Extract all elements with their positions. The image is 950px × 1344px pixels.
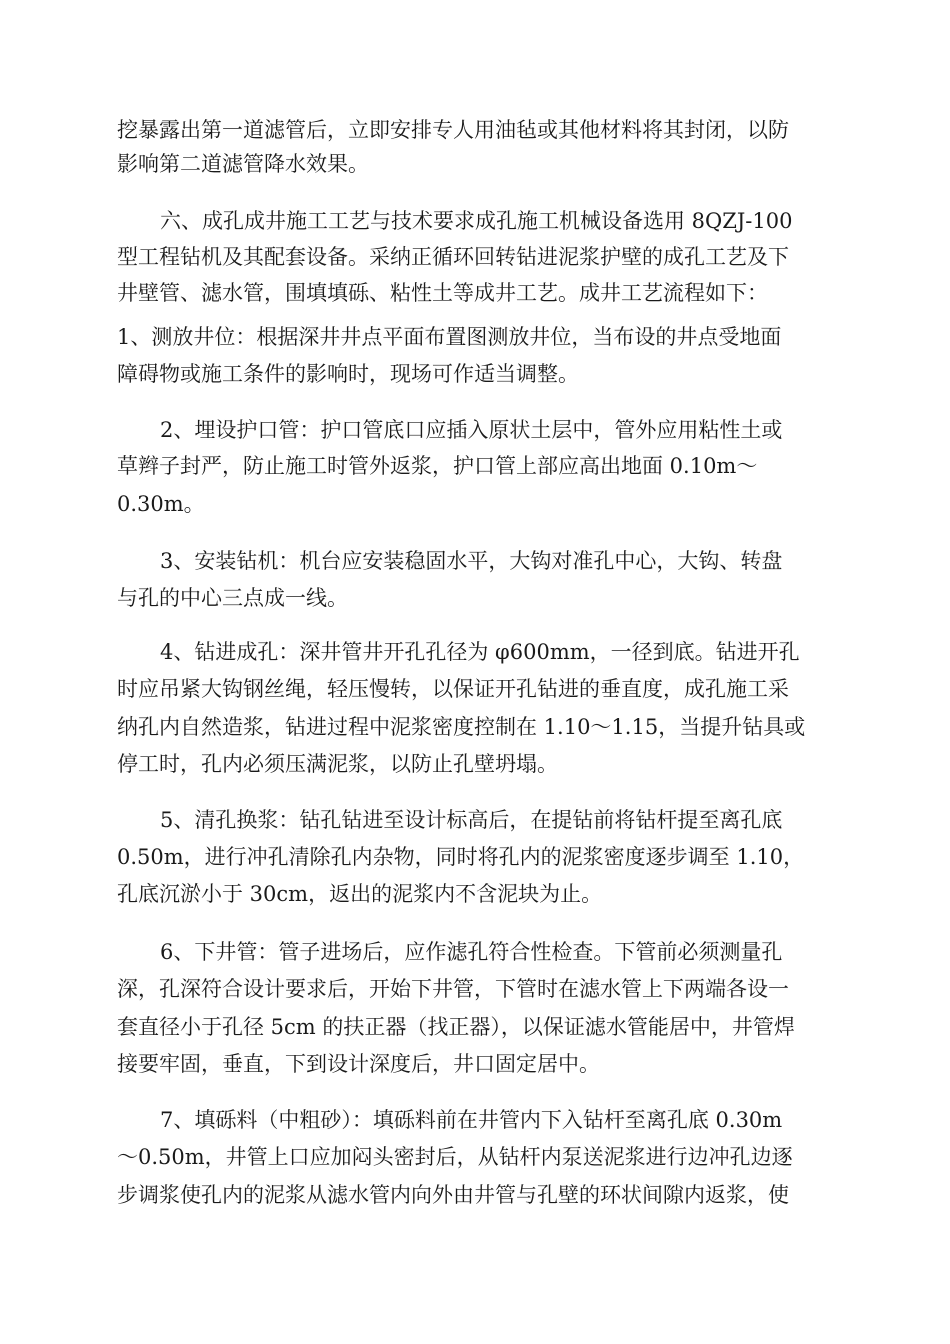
- text-line: 4、钻进成孔：深井管井开孔孔径为 φ600mm，一径到底。钻进开孔: [160, 640, 800, 664]
- text-line: 深，孔深符合设计要求后，开始下井管，下管时在滤水管上下两端各设一: [117, 977, 789, 1001]
- text-line: 接要牢固，垂直，下到设计深度后，井口固定居中。: [117, 1052, 600, 1076]
- text-line: 套直径小于孔径 5cm 的扶正器（找正器），以保证滤水管能居中，井管焊: [117, 1015, 795, 1039]
- text-line: 草辫子封严，防止施工时管外返浆，护口管上部应高出地面 0.10m～: [117, 454, 758, 478]
- text-line: 1、测放井位：根据深井井点平面布置图测放井位，当布设的井点受地面: [117, 325, 782, 349]
- text-line: ～0.50m，井管上口应加闷头密封后，从钻杆内泵送泥浆进行边冲孔边逐: [117, 1145, 793, 1169]
- text-line: 纳孔内自然造浆，钻进过程中泥浆密度控制在 1.10～1.15，当提升钻具或: [117, 715, 806, 739]
- text-line: 孔底沉淤小于 30cm，返出的泥浆内不含泥块为止。: [117, 882, 603, 906]
- text-line: 3、安装钻机：机台应安装稳固水平，大钩对准孔中心，大钩、转盘: [160, 549, 783, 573]
- text-line: 影响第二道滤管降水效果。: [117, 152, 369, 176]
- text-line: 7、填砾料（中粗砂）：填砾料前在井管内下入钻杆至离孔底 0.30m: [160, 1108, 783, 1132]
- text-line: 5、清孔换浆：钻孔钻进至设计标高后，在提钻前将钻杆提至离孔底: [160, 808, 783, 832]
- text-line: 6、下井管：管子进场后，应作滤孔符合性检查。下管前必须测量孔: [160, 940, 783, 964]
- text-line: 与孔的中心三点成一线。: [117, 586, 348, 610]
- text-line: 挖暴露出第一道滤管后，立即安排专人用油毡或其他材料将其封闭，以防: [117, 118, 789, 142]
- text-line: 步调浆使孔内的泥浆从滤水管内向外由井管与孔壁的环状间隙内返浆，使: [117, 1183, 789, 1207]
- text-line: 时应吊紧大钩钢丝绳，轻压慢转，以保证开孔钻进的垂直度，成孔施工采: [117, 677, 789, 701]
- section-heading-line: 六、成孔成井施工工艺与技术要求成孔施工机械设备选用 8QZJ-100: [160, 209, 793, 233]
- text-line: 型工程钻机及其配套设备。采纳正循环回转钻进泥浆护壁的成孔工艺及下: [117, 245, 789, 269]
- text-line: 障碍物或施工条件的影响时，现场可作适当调整。: [117, 362, 579, 386]
- text-line: 井壁管、滤水管，围填填砾、粘性土等成井工艺。成井工艺流程如下：: [117, 281, 768, 305]
- text-line: 停工时，孔内必须压满泥浆，以防止孔壁坍塌。: [117, 752, 558, 776]
- text-line: 0.30m。: [117, 492, 205, 516]
- text-line: 0.50m，进行冲孔清除孔内杂物，同时将孔内的泥浆密度逐步调至 1.10，: [117, 845, 805, 869]
- text-line: 2、埋设护口管：护口管底口应插入原状土层中，管外应用粘性土或: [160, 418, 783, 442]
